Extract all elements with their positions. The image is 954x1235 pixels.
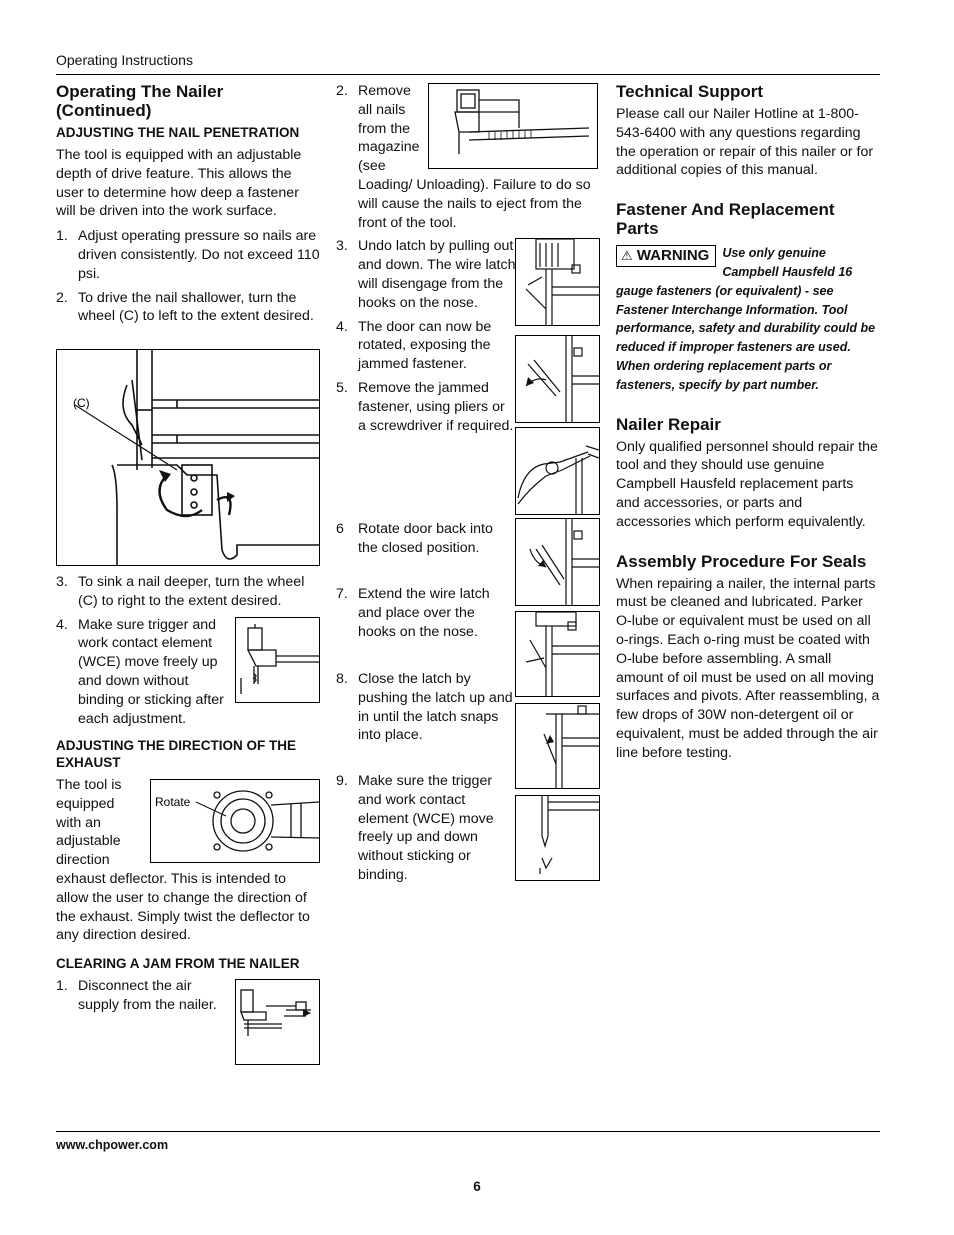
exhaust-heading: ADJUSTING THE DIRECTION OF THE EXHAUST — [56, 738, 297, 770]
seals-title: Assembly Procedure For Seals — [616, 551, 867, 571]
warning-triangle-icon: ⚠ — [621, 248, 633, 264]
list-item: 8. Close the latch by pushing the latch up and in until the latch snaps into place. — [336, 671, 513, 744]
section-title: Operating The Nailer (Continued) — [56, 82, 224, 120]
warning-text: Use only genuine Campbell Hausfeld 16 gauge fasteners (or equivalent) - see Fastener Interchange Information. Tool performance, safety and durability could be reduced if improper fasteners are used. When ordering replacement parts or fasteners, specify by part number. — [616, 246, 876, 392]
latch-figure — [515, 238, 600, 326]
list-item: 2. To drive the nail shallower, turn the wheel (C) to left to the extent desired. — [56, 289, 314, 325]
support-text: Please call our Nailer Hotline at 1-800-543-6400 with any questions regarding the operation or repair of this nailer or for additional copies of this manual. — [616, 106, 874, 179]
door-close-figure — [515, 518, 600, 606]
exhaust-text-b: exhaust deflector. This is intended to allow the user to change the direction of the exhaust. Simply twist the deflector to any direction desired. — [56, 870, 310, 944]
column-1 — [56, 82, 320, 331]
seals-text: When repairing a nailer, the internal parts must be cleaned and lubricated. Parker O-lube or equivalent must be used on all o-rings. Each o-ring must be coated with O-lube before assembling. A small amount of oil must be used on all moving surfaces and pivots. After reassembling, a few drops of 30W non-detergent oil or equivalent, must be added through the air line before testing. — [616, 575, 880, 761]
column-3 — [616, 82, 880, 763]
list-item: 9. Make sure the trigger and work contact element (WCE) move freely up and down without sticking or binding. — [336, 773, 494, 883]
list-item: 6 Rotate door back into the closed position. — [336, 521, 493, 556]
list-item: 1. Disconnect the air supply from the nailer. — [56, 978, 217, 1013]
support-title: Technical Support — [616, 82, 764, 101]
running-header: Operating Instructions — [56, 52, 193, 68]
footer-url[interactable]: www.chpower.com — [56, 1138, 169, 1152]
list-item: 4. Make sure trigger and work contact element (WCE) move freely up and down without binding or sticking after each adjustment. — [56, 616, 224, 727]
footer-rule — [56, 1131, 880, 1132]
repair-title: Nailer Repair — [616, 414, 721, 434]
figure-label-c: (C) — [73, 396, 90, 410]
list-item: 7. Extend the wire latch and place over the hooks on the nose. — [336, 586, 490, 640]
penetration-heading: ADJUSTING THE NAIL PENETRATION — [56, 125, 300, 140]
repair-text: Only qualified personnel should repair the tool and they should use genuine Campbell Hausfeld replacement parts and accessories, or parts and accessories which perform equivalently. — [616, 438, 878, 530]
warning-badge: ⚠ WARNING — [616, 245, 716, 267]
parts-title: Fastener And Replacement Parts — [616, 200, 835, 239]
close-latch-figure — [515, 703, 600, 789]
wce-check-figure — [515, 795, 600, 881]
depth-adjust-figure — [56, 349, 320, 566]
door-open-figure — [515, 335, 600, 423]
penetration-intro: The tool is equipped with an adjustable depth of drive feature. This allows the user to determine how deep a fastener will be driven into the work surface. — [56, 147, 302, 220]
wce-figure — [235, 617, 320, 703]
extend-latch-figure — [515, 611, 600, 697]
figure-label-rotate: Rotate — [155, 795, 191, 809]
warning-block — [616, 244, 880, 394]
page-number: 6 — [473, 1179, 481, 1194]
step-2-cont: Loading/ Unloading). Failure to do so will cause the nails to eject from the front of the tool. — [358, 176, 591, 231]
list-item: 3. To sink a nail deeper, turn the wheel (C) to right to the extent desired. — [56, 574, 305, 609]
exhaust-text-a: The tool is equipped with an adjustable direction — [56, 777, 122, 869]
list-item: 5. Remove the jammed fastener, using pliers or a screwdriver if required. — [336, 379, 514, 434]
disconnect-figure — [235, 979, 320, 1065]
list-item: 4. The door can now be rotated, exposing the jammed fastener. — [336, 318, 492, 373]
list-item: 1. Adjust operating pressure so nails are driven consistently. Do not exceed 110 psi. — [56, 228, 320, 282]
header-rule — [56, 74, 880, 75]
exhaust-figure — [150, 779, 320, 863]
remove-fastener-figure — [515, 427, 600, 515]
jam-heading: CLEARING A JAM FROM THE NAILER — [56, 956, 300, 971]
list-item: 3. Undo latch by pulling out and down. The wire latch will disengage from the hooks on the nose. — [336, 238, 516, 311]
list-item: 2. Remove all nails from the magazine (see — [336, 83, 420, 175]
magazine-figure — [428, 83, 598, 169]
